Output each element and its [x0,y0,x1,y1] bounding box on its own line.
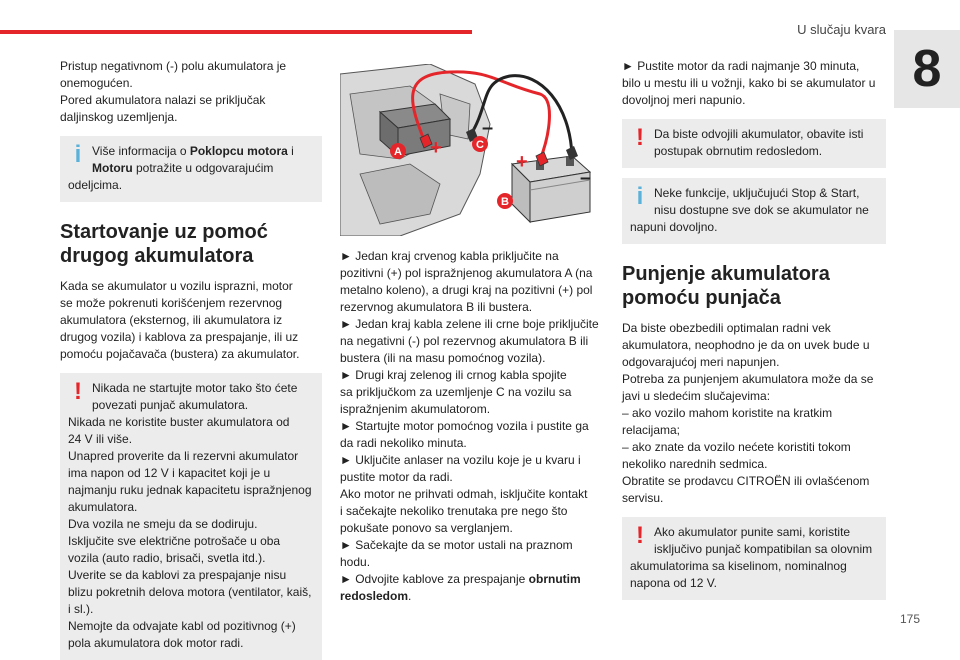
heading-line: drugog akumulatora [60,245,254,267]
body-line: relacijama; [622,423,681,437]
warning-line: Isključite sve električne potrošače u oba [68,534,281,548]
warning-line: pola akumulatora dok motor radi. [68,636,244,650]
info-text: Više informacija o [92,144,190,158]
body-line: servisu. [622,491,664,505]
warning-line: Nemojte da odvajate kabl od pozitivnog (+) [68,619,296,633]
warning-icon: ! [74,378,82,405]
instruction-line: metalno koleno), a drugi kraj na pozitivni (+) pol [340,283,593,297]
jump-start-diagram [340,64,602,236]
warning-line: isključivo punjač kompatibilan sa olovnim [654,542,873,556]
intro-line: Pored akumulatora nalazi se priključak [60,93,266,107]
section-heading [622,262,886,310]
body-line: drugog vozila) i kablova za prespajanje, ili uz [60,330,299,344]
warning-note [622,517,886,600]
info-note [60,136,322,202]
body-line: nekoliko narednih sedmica. [622,457,768,471]
info-text: potražite u odgovarajućim [132,161,274,175]
chapter-number-badge [894,30,960,108]
warning-line: vozila (auto radio, brisači, svetla itd.). [68,551,266,565]
info-note [622,178,886,244]
info-bold-link: Poklopcu motora [189,144,288,158]
intro-line: Pristup negativnom (-) polu akumulatora je [60,59,287,73]
warning-line: postupak obrnutim redosledom. [654,144,823,158]
instructions [340,248,602,605]
instruction-line: ► Drugi kraj zelenog ili crnog kabla spojite [340,368,567,382]
body-line: Kada se akumulator u vozilu isprazni, motor [60,279,293,293]
info-note-line [68,160,314,177]
instruction-bold: obrnutim [528,572,581,586]
intro-line: ► Pustite motor da radi najmanje 30 minuta, [622,59,860,73]
body-line: – ako znate da vozilo nećete koristiti tokom [622,440,851,454]
info-note-line: nisu dostupne sve dok se akumulator ne [654,203,869,217]
heading-line: Startovanje uz pomoć [60,221,268,243]
warning-line: Dva vozila ne smeju da se dodiruju. [68,517,258,531]
instruction-line: ► Uključite anlaser na vozilu koje je u kvaru i [340,453,581,467]
warning-icon: ! [636,522,644,549]
column-2 [340,64,602,605]
intro-line: onemogućen. [60,76,133,90]
header-accent-bar [0,30,472,34]
warning-line: najmanju ruku jednak kapacitetu ispražnjenog [68,483,312,497]
label-c: C [476,139,484,151]
body-line: Da biste obezbedili optimalan radni vek [622,321,831,335]
intro-line: dovoljnoj meri napunio. [622,93,746,107]
page-number: 175 [899,612,920,626]
instruction-line: Ako motor ne prihvati odmah, isključite kontakt [340,487,588,501]
minus-sign: – [580,167,592,189]
instruction-line: sa priključkom za uzemljenje C na vozilu sa [340,385,572,399]
body-line: akumulatora, neophodno je da on uvek bude u [622,338,870,352]
page-header-title: U slučaju kvara [797,22,886,37]
body-line: – ako vozilo mahom koristite na kratkim [622,406,833,420]
instruction-line [340,571,602,588]
label-a: A [394,146,402,158]
minus-sign: – [482,117,494,139]
warning-line: ima napon od 12 V i kapacitet koji je u [68,466,271,480]
warning-line: Unapred proverite da li rezervni akumulator [68,449,299,463]
body-line: akumulatora (eksternog, ili akumulatora iz [60,313,283,327]
instruction-line: pozitivni (+) pol ispražnjenog akumulatora A (na [340,266,593,280]
chapter-number: 8 [912,40,942,98]
warning-line: povezati punjač akumulatora. [92,398,249,412]
plus-sign: + [516,151,528,173]
column-1 [60,58,322,660]
info-note-line: napuni dovoljno. [630,220,718,234]
instruction-line: bustera (ili na masu pomoćnog vozila). [340,351,546,365]
intro-line: bilo u mestu ili u vožnji, kako bi se akumulator u [622,76,876,90]
warning-line: Nikada ne startujte motor tako što ćete [92,381,298,395]
instruction-text: ► Odvojite kablove za prespajanje [340,572,529,586]
info-note-line [68,143,314,160]
instruction-line: pustite motor da radi. [340,470,453,484]
warning-note [622,119,886,168]
warning-line: Da biste odvojili akumulator, obavite isti [654,127,864,141]
info-text: i [287,144,294,158]
heading-line: Punjenje akumulatora [622,263,830,285]
warning-icon: ! [636,124,644,151]
instruction-bold: redosledom [340,589,409,603]
instruction-line: na negativni (-) pol rezervnog akumulatora B ili [340,334,589,348]
info-note-line: Neke funkcije, uključujući Stop & Start, [654,186,860,200]
warning-line: 24 V ili više. [68,432,133,446]
instruction-line: ► Sačekajte da se motor ustali na praznom [340,538,573,552]
body-line: pomoću pojačavača (bustera) za akumulator. [60,347,300,361]
heading-line: pomoću punjača [622,287,781,309]
instruction-line: i sačekajte nekoliko trenutaka pre nego što [340,504,568,518]
warning-line: akumulatorima sa kiselinom, nominalnog [630,559,847,573]
body-line: odgovarajućoj meri napunjen. [622,355,780,369]
warning-line: blizu pokretnih delova motora (ventilator, kaiš, [68,585,312,599]
instruction-line: ispražnjenim akumulatorom. [340,402,491,416]
column-3 [622,58,886,600]
info-icon: i [636,183,644,210]
warning-line: Nikada ne koristite buster akumulatora od [68,415,290,429]
warning-note [60,373,322,660]
instruction-line [340,588,602,605]
instruction-text: . [408,589,412,603]
instruction-line: rezervnog akumulatora B ili bustera. [340,300,533,314]
body-line: Obratite se prodavcu CITROËN ili ovlašćenom [622,474,870,488]
warning-line: Uverite se da kablovi za prespajanje nisu [68,568,287,582]
body-line: Potreba za punjenjem akumulatora može da se [622,372,874,386]
warning-line: akumulatora. [68,500,138,514]
warning-line: i sl.). [68,602,94,616]
instruction-line: da radi nekoliko minuta. [340,436,467,450]
info-bold-link: Motoru [92,161,133,175]
section-heading [60,220,322,268]
info-icon: i [74,141,82,168]
instruction-line: ► Startujte motor pomoćnog vozila i pustite ga [340,419,589,433]
instruction-line: pokušate ponovo sa verglanjem. [340,521,513,535]
instruction-line: ► Jedan kraj crvenog kabla priključite na [340,249,559,263]
intro-line: daljinskog uzemljenja. [60,110,178,124]
warning-line: Ako akumulator punite sami, koristite [654,525,851,539]
label-b: B [501,196,509,208]
instruction-line: hodu. [340,555,371,569]
instruction-line: ► Jedan kraj kabla zelene ili crne boje priključite [340,317,599,331]
info-note-line: odeljcima. [68,178,123,192]
jump-start-illustration [340,64,602,236]
warning-line: napona od 12 V. [630,576,717,590]
body-line: javi u sledećim slučajevima: [622,389,771,403]
body-line: se može pokrenuti korišćenjem rezervnog [60,296,283,310]
plus-sign: + [430,137,442,159]
